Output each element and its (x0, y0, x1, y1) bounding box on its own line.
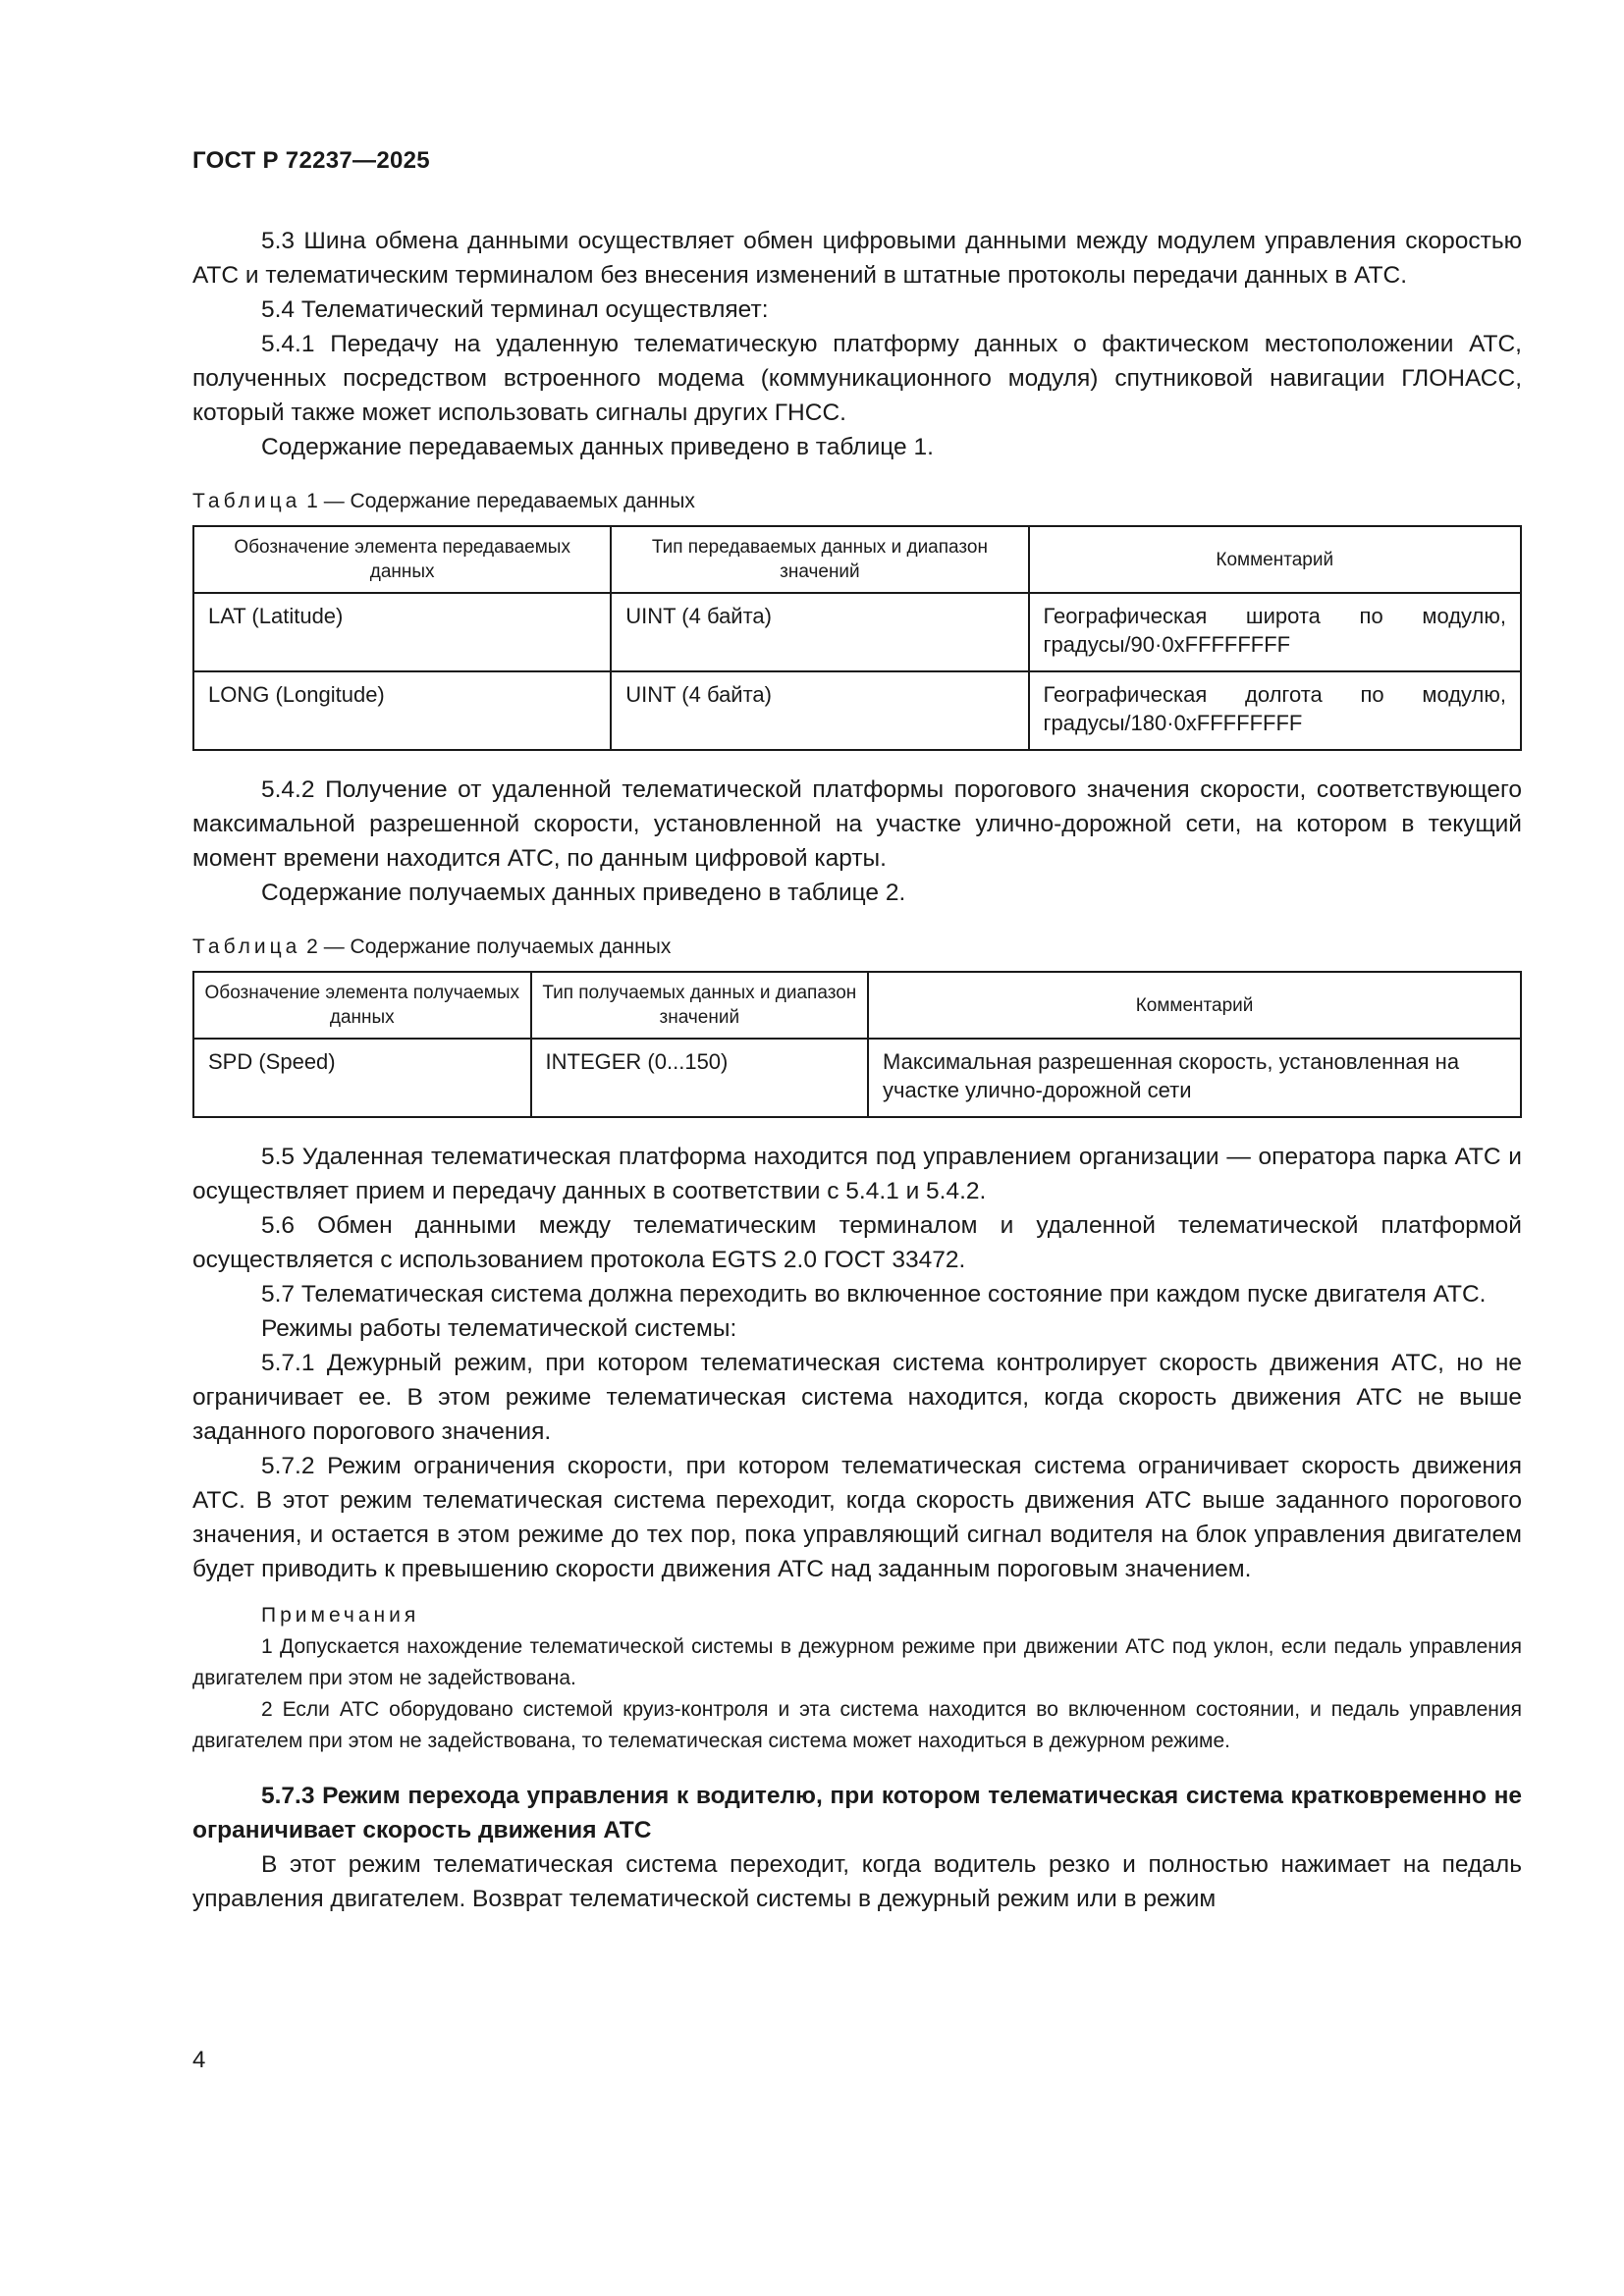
table2-caption-word: Таблица (192, 935, 301, 958)
table1-cell: LAT (Latitude) (193, 593, 611, 671)
table2-header-comment: Комментарий (868, 972, 1521, 1039)
table2-caption (192, 935, 1522, 959)
body-text (192, 224, 1522, 1916)
table1-cell: UINT (4 байта) (611, 671, 1028, 750)
table2-header-element: Обозначение элемента получаемых данных (193, 972, 531, 1039)
table1-header-element: Обозначение элемента передаваемых данных (193, 526, 611, 593)
table2-cell: INTEGER (0...150) (531, 1039, 869, 1117)
paragraph-5-7: 5.7 Телематическая система должна переходить во включенное состояние при каждом пуске двигателя АТС. (261, 1281, 1487, 1308)
page-number: 4 (192, 2047, 206, 2073)
paragraph-5-6: 5.6 Обмен данными между телематическим терминалом и удаленной телематической платформой осуществляется с использованием протокола EGTS 2.0 ГОСТ 33472. (192, 1212, 1522, 1273)
table-row (193, 593, 1521, 671)
table-row (193, 671, 1521, 750)
table2-caption-title: 2 — Содержание получаемых данных (300, 935, 672, 958)
table1-caption-title: 1 — Содержание передаваемых данных (300, 490, 695, 512)
paragraph-modes-intro: Режимы работы телематической системы: (261, 1315, 737, 1342)
table1-header-row (193, 526, 1521, 593)
paragraph-5-7-1: 5.7.1 Дежурный режим, при котором телематическая система контролирует скорость движения АТС, но не ограничивает ее. В этом режиме телематическая система находится, когда скорость движения АТС не выше заданного порогового значения. (192, 1350, 1522, 1445)
table1-caption (192, 490, 1522, 513)
table2-header-row (193, 972, 1521, 1039)
paragraph-5-7-3: В этот режим телематическая система переходит, когда водитель резко и полностью нажимает на педаль управления двигателем. Возврат телематической системы в дежурный режим или в режим (192, 1851, 1522, 1912)
table1-cell: Географическая широта по модулю, градусы/90·0xFFFFFFFF (1029, 593, 1521, 671)
paragraph-5-4-2: 5.4.2 Получение от удаленной телематической платформы порогового значения скорости, соответствующего максимальной разрешенной скорости, установленной на участке улично-дорожной сети, на котором в текущий момент времени находится АТС, по данным цифровой карты. (192, 776, 1522, 872)
notes-title: Примечания (261, 1604, 420, 1627)
table2-header-type: Тип получаемых данных и диапазон значений (531, 972, 869, 1039)
note-item-2: 2 Если АТС оборудовано системой круиз-контроля и эта система находится во включенном состоянии, и педаль управления двигателем при этом не задействована, то телематическая система может находиться в дежурном режиме. (192, 1698, 1522, 1752)
table1-cell: Географическая долгота по модулю, градусы/180·0xFFFFFFFF (1029, 671, 1521, 750)
paragraph-5-4: 5.4 Телематический терминал осуществляет: (261, 296, 769, 323)
table2 (192, 971, 1522, 1118)
paragraph-table1-ref: Содержание передаваемых данных приведено в таблице 1. (261, 434, 934, 460)
table1-header-comment: Комментарий (1029, 526, 1521, 593)
table1 (192, 525, 1522, 751)
paragraph-5-5: 5.5 Удаленная телематическая платформа находится под управлением организации — оператора парка АТС и осуществляет прием и передачу данных в соответствии с 5.4.1 и 5.4.2. (192, 1144, 1522, 1204)
note-item-1: 1 Допускается нахождение телематической системы в дежурном режиме при движении АТС под уклон, если педаль управления двигателем при этом не задействована. (192, 1635, 1522, 1689)
table1-header-type: Тип передаваемых данных и диапазон значений (611, 526, 1028, 593)
table1-cell: UINT (4 байта) (611, 593, 1028, 671)
document-code-header: ГОСТ Р 72237—2025 (192, 147, 430, 174)
table-row (193, 1039, 1521, 1117)
paragraph-5-3: 5.3 Шина обмена данными осуществляет обмен цифровыми данными между модулем управления скоростью АТС и телематическим терминалом без внесения изменений в штатные протоколы передачи данных в АТС. (192, 228, 1522, 289)
table1-cell: LONG (Longitude) (193, 671, 611, 750)
table2-cell: Максимальная разрешенная скорость, установленная на участке улично-дорожной сети (868, 1039, 1521, 1117)
paragraph-table2-ref: Содержание получаемых данных приведено в таблице 2. (261, 880, 906, 906)
heading-5-7-3: 5.7.3 Режим перехода управления к водителю, при котором телематическая система кратковременно не ограничивает скорость движения АТС (192, 1783, 1522, 1843)
paragraph-5-4-1: 5.4.1 Передачу на удаленную телематическую платформу данных о фактическом местоположении АТС, полученных посредством встроенного модема (коммуникационного модуля) спутниковой навигации ГЛОНАСС, который также может использовать сигналы других ГНСС. (192, 331, 1522, 426)
paragraph-5-7-2: 5.7.2 Режим ограничения скорости, при котором телематическая система ограничивает скорость движения АТС. В этот режим телематическая система переходит, когда скорость движения АТС выше заданного порогового значения, и остается в этом режиме до тех пор, пока управляющий сигнал водителя на блок управления двигателем будет приводить к превышению скорости движения АТС над заданным пороговым значением. (192, 1453, 1522, 1582)
table1-caption-word: Таблица (192, 490, 301, 512)
table2-cell: SPD (Speed) (193, 1039, 531, 1117)
